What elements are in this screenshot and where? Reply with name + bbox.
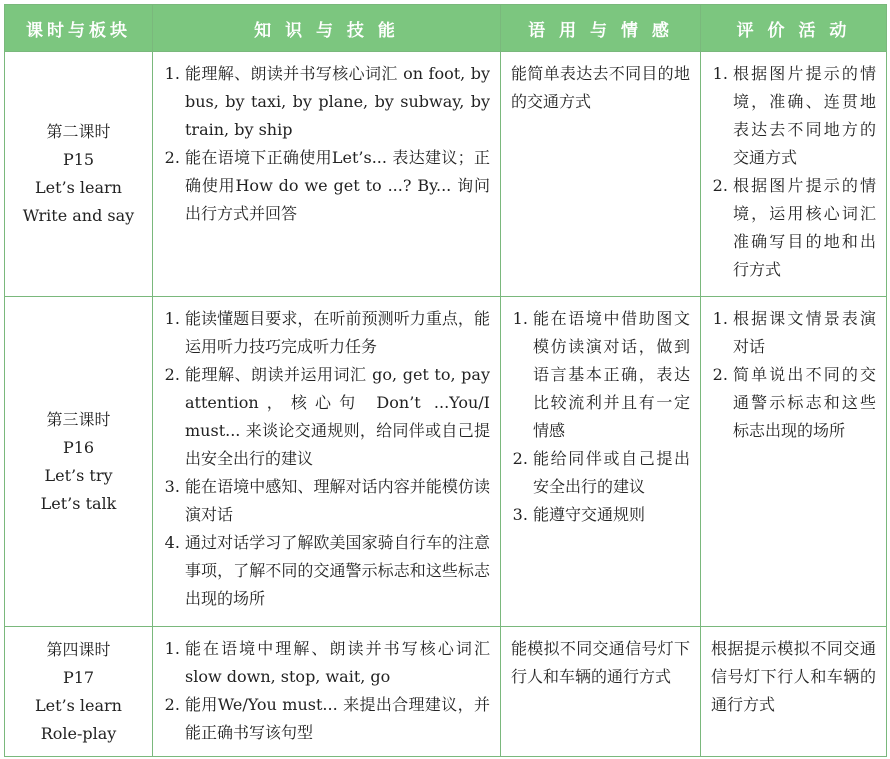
list-item: 1. 能在语境中借助图文模仿读演对话，做到语言基本正确，表达比较流利并且有一定情感 [533, 305, 690, 445]
pragmatics-cell: 能模拟不同交通信号灯下行人和车辆的通行方式 [501, 627, 701, 757]
lesson-cell [5, 52, 153, 297]
header-row [5, 5, 887, 52]
pragmatics-cell [501, 297, 701, 627]
lesson-cell [5, 627, 153, 757]
knowledge-cell [153, 297, 501, 627]
list-item: 1. 能在语境中理解、朗读并书写核心词汇 slow down, stop, wait, go [185, 635, 490, 691]
knowledge-cell [153, 627, 501, 757]
lesson-cell [5, 297, 153, 627]
list-item: 2. 能在语境下正确使用Let’s... 表达建议；正确使用How do we get to ...? By... 询问出行方式并回答 [185, 144, 490, 228]
list-item: 4. 通过对话学习了解欧美国家骑自行车的注意事项，了解不同的交通警示标志和这些标志出现的场所 [185, 529, 490, 613]
list-item: 2. 能用We/You must... 来提出合理建议，并能正确书写该句型 [185, 691, 490, 747]
table-row [5, 52, 887, 297]
lesson-section: Let’s talk [40, 493, 117, 513]
list-item: 2. 根据图片提示的情境，运用核心词汇准确写目的地和出行方式 [733, 172, 876, 284]
evaluation-cell [701, 297, 887, 627]
list-item: 2. 能理解、朗读并运用词汇 go, get to, pay attention，核心句 Don’t ...You/I must... 来谈论交通规则，给同伴或自己提出安全出行的建议 [185, 361, 490, 473]
list-item: 3. 能遵守交通规则 [533, 501, 690, 529]
lesson-name: 第二课时 [46, 122, 111, 141]
lesson-section: Let’s learn [35, 695, 122, 715]
lesson-plan-table [4, 4, 887, 757]
header-lesson: 课时与板块 [5, 5, 153, 52]
knowledge-cell [153, 52, 501, 297]
lesson-name: 第四课时 [46, 639, 111, 659]
list-item: 1. 根据课文情景表演对话 [733, 305, 876, 361]
table-row [5, 627, 887, 757]
lesson-section: Write and say [22, 206, 135, 225]
header-pragmatics: 语 用 与 情 感 [501, 5, 701, 52]
table-row [5, 297, 887, 627]
header-evaluation: 评 价 活 动 [701, 5, 887, 52]
lesson-page: P15 [62, 150, 95, 169]
list-item: 1. 能读懂题目要求，在听前预测听力重点，能运用听力技巧完成听力任务 [185, 305, 490, 361]
lesson-page: P16 [62, 437, 95, 457]
lesson-section: Let’s try [44, 465, 113, 485]
list-item: 2. 能给同伴或自己提出安全出行的建议 [533, 445, 690, 501]
evaluation-cell: 根据提示模拟不同交通信号灯下行人和车辆的通行方式 [701, 627, 887, 757]
lesson-page: P17 [62, 667, 95, 687]
pragmatics-cell: 能简单表达去不同目的地的交通方式 [501, 52, 701, 297]
list-item: 1. 根据图片提示的情境，准确、连贯地表达去不同地方的交通方式 [733, 60, 876, 172]
header-knowledge: 知 识 与 技 能 [153, 5, 501, 52]
list-item: 3. 能在语境中感知、理解对话内容并能模仿读演对话 [185, 473, 490, 529]
lesson-section: Role-play [40, 723, 117, 743]
evaluation-cell [701, 52, 887, 297]
list-item: 1. 能理解、朗读并书写核心词汇 on foot, by bus, by taxi, by plane, by subway, by train, by ship [185, 60, 490, 144]
lesson-name: 第三课时 [46, 409, 111, 429]
list-item: 2. 简单说出不同的交通警示标志和这些标志出现的场所 [733, 361, 876, 445]
lesson-section: Let’s learn [35, 178, 122, 197]
